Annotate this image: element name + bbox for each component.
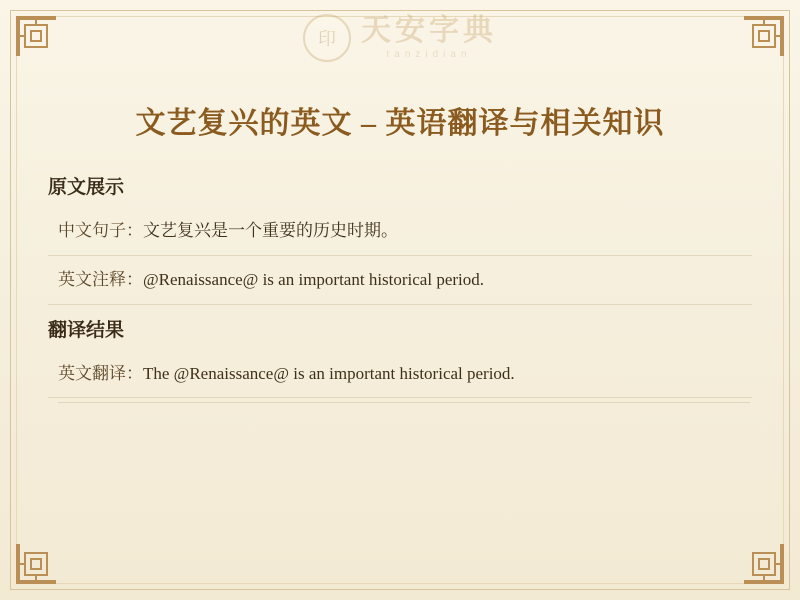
row-value: @Renaissance@ is an important historical period. — [143, 269, 485, 289]
table-row — [48, 350, 752, 399]
row-label: 英文翻译： — [58, 363, 143, 383]
table-row — [48, 256, 752, 305]
brand-subtitle: tanzidian — [386, 49, 472, 60]
source-rows — [48, 207, 752, 305]
translation-rows — [48, 350, 752, 399]
page-title: 文艺复兴的英文 – 英语翻译与相关知识 — [135, 107, 665, 140]
divider — [58, 402, 750, 403]
row-value: 文艺复兴是一个重要的历史时期。 — [143, 221, 398, 240]
section-heading-translation: 翻译结果 — [48, 319, 125, 341]
seal-icon: 印 — [303, 14, 351, 62]
brand-title: 天安字典 — [361, 14, 497, 47]
table-row — [48, 207, 752, 256]
row-value: The @Renaissance@ is an important historical period. — [143, 363, 515, 383]
row-label: 中文句子： — [58, 221, 143, 240]
row-label: 英文注释： — [58, 269, 143, 289]
corner-ornament-icon — [742, 542, 786, 586]
document-content — [48, 82, 752, 403]
section-heading-source: 原文展示 — [48, 177, 125, 198]
corner-ornament-icon — [14, 542, 58, 586]
brand-watermark — [0, 14, 800, 62]
